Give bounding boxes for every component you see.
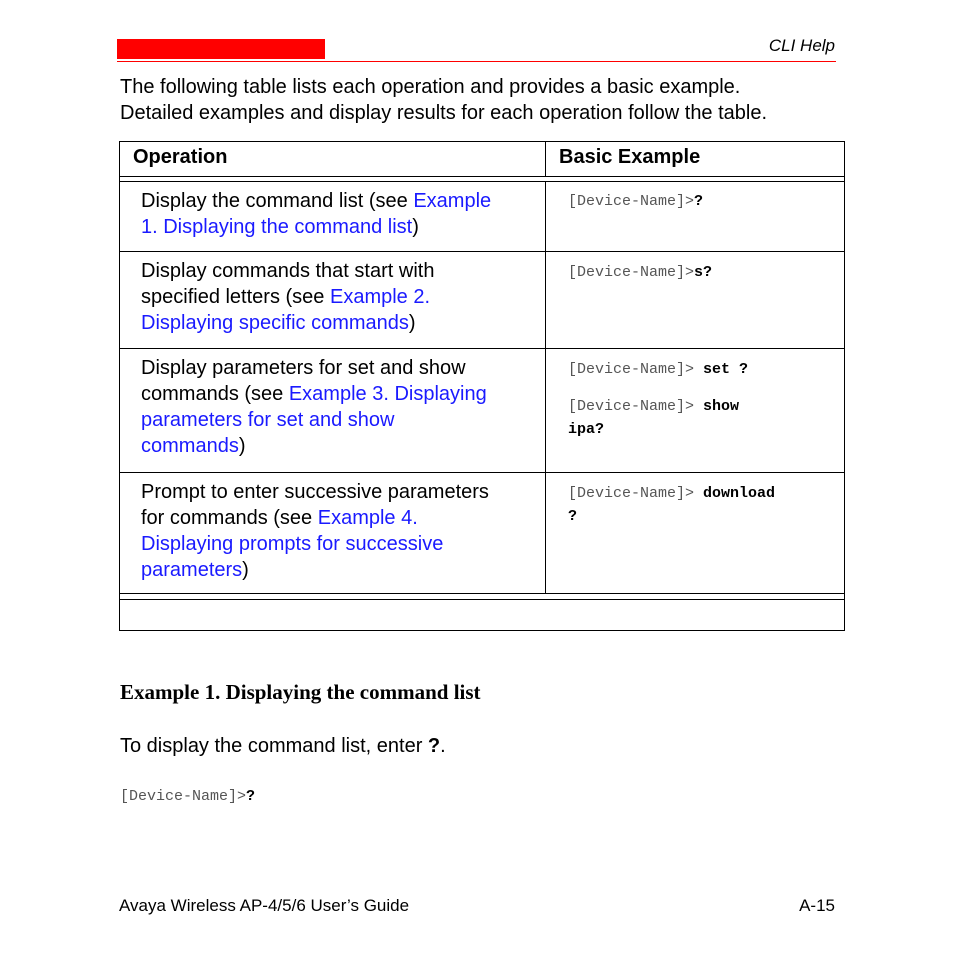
example-prompt: [Device-Name]> (568, 485, 704, 502)
operation-text: ) (408, 312, 416, 334)
body-text (120, 735, 446, 758)
example-command: ipa? (568, 421, 605, 438)
table-row-operation (141, 188, 541, 240)
table-rule (120, 472, 844, 473)
table-rule (120, 593, 844, 594)
operation-text: specified letters (see (141, 286, 330, 308)
example-prompt: [Device-Name]> (568, 193, 695, 210)
cross-reference-link[interactable]: 1. Displaying the command list (141, 216, 413, 238)
body-text-command: ? (427, 735, 441, 757)
table-rule (120, 348, 844, 349)
cross-reference-link[interactable]: parameters (141, 559, 243, 581)
cross-reference-link[interactable]: parameters for set and show (141, 409, 395, 431)
cross-reference-link[interactable]: Displaying prompts for successive (141, 533, 444, 555)
example-prompt: [Device-Name]> (568, 398, 704, 415)
cross-reference-link[interactable]: commands (141, 435, 239, 457)
operation-line (141, 433, 541, 459)
operation-line (141, 479, 541, 505)
table-row-example (568, 482, 838, 528)
cross-reference-link[interactable]: Example 2. (329, 286, 431, 308)
example-command: ? (568, 508, 578, 525)
header-red-bar (117, 39, 325, 59)
table-row-example (568, 190, 838, 213)
example-line (568, 261, 838, 284)
operation-line (141, 214, 541, 240)
example-command: set ? (703, 361, 749, 378)
section-heading: Example 1. Displaying the command list (120, 680, 481, 704)
operations-table (119, 141, 845, 631)
table-rule (120, 251, 844, 252)
code-prompt: [Device-Name]> (120, 788, 247, 805)
operation-text: Display parameters for set and show (141, 357, 466, 379)
example-line (568, 505, 838, 528)
operation-line (141, 505, 541, 531)
example-command: download (703, 485, 776, 502)
footer-title: Avaya Wireless AP-4/5/6 User’s Guide (119, 896, 410, 915)
operation-line (141, 310, 541, 336)
code-example (120, 788, 255, 805)
operation-text: Display the command list (see (141, 190, 414, 212)
table-row-example (568, 358, 838, 441)
intro-line-1: The following table lists each operation and provides a basic example. (120, 76, 741, 98)
operation-text: ) (238, 435, 246, 457)
operation-line (141, 188, 541, 214)
running-head: CLI Help (768, 36, 835, 55)
operation-text: ) (412, 216, 419, 238)
table-header-operation: Operation (133, 146, 228, 168)
example-prompt: [Device-Name]> (568, 361, 704, 378)
table-header-basic-example: Basic Example (559, 146, 701, 168)
operation-line (141, 531, 541, 557)
table-row-operation (141, 258, 541, 336)
operation-text: for commands (see (141, 507, 318, 529)
operation-line (141, 258, 541, 284)
example-command: ? (694, 193, 704, 210)
example-line (568, 418, 838, 441)
example-prompt: [Device-Name]> (568, 264, 695, 281)
table-row-operation (141, 479, 541, 583)
code-command: ? (246, 788, 256, 805)
table-column-divider (545, 181, 546, 593)
example-line (568, 395, 838, 418)
table-rule (120, 599, 844, 600)
table-row-example (568, 261, 838, 284)
intro-paragraph (120, 74, 860, 126)
operation-line (141, 557, 541, 583)
operation-line (141, 284, 541, 310)
header-rule (117, 61, 836, 62)
footer-page-number: A-15 (799, 896, 835, 915)
body-text-suffix: . (440, 735, 446, 757)
table-rule (120, 176, 844, 177)
cross-reference-link[interactable]: Example (413, 190, 492, 212)
cross-reference-link[interactable]: Example 4. (317, 507, 418, 529)
table-row-operation (141, 355, 541, 459)
body-text-prefix: To display the command list, enter (120, 735, 428, 757)
example-line (568, 358, 838, 381)
operation-line (141, 407, 541, 433)
cross-reference-link[interactable]: Example 3. Displaying (288, 383, 487, 405)
example-line (568, 482, 838, 505)
table-rule (120, 181, 844, 182)
operation-line (141, 355, 541, 381)
example-line (568, 190, 838, 213)
cross-reference-link[interactable]: Displaying specific commands (141, 312, 409, 334)
operation-line (141, 381, 541, 407)
example-command: show (703, 398, 740, 415)
example-command: s? (694, 264, 713, 281)
operation-text: Display commands that start with (141, 260, 435, 282)
operation-text: commands (see (141, 383, 289, 405)
operation-text: Prompt to enter successive parameters (141, 481, 489, 503)
operation-text: ) (242, 559, 249, 581)
intro-line-2: Detailed examples and display results for each operation follow the table. (120, 102, 768, 124)
table-column-divider (545, 142, 546, 176)
